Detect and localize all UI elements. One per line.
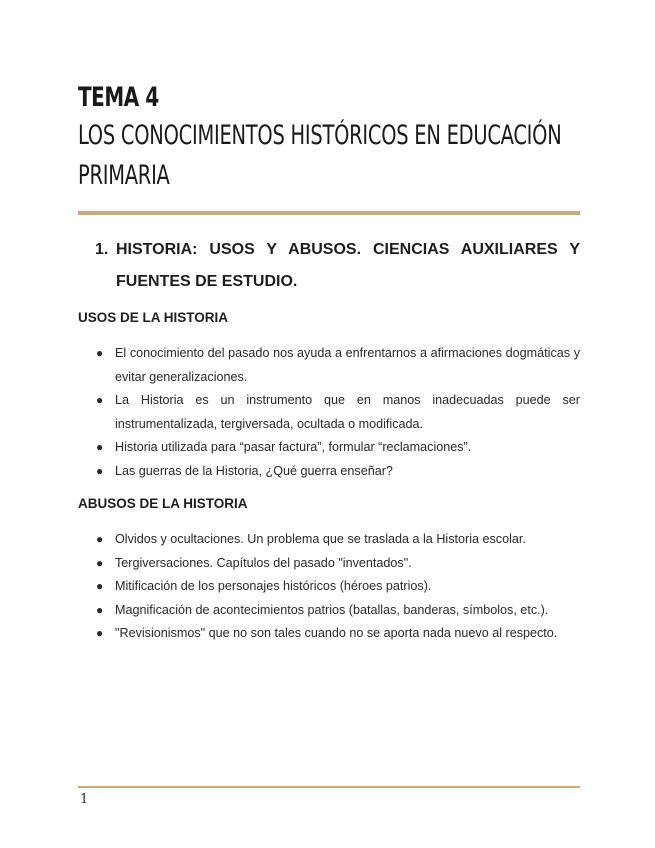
bullet-icon: ● — [96, 579, 104, 593]
section-heading — [95, 234, 580, 298]
bullet-icon: ● — [96, 463, 104, 478]
abusos-list — [78, 528, 580, 646]
list-item: ● Mitificación de los personajes históricos (héroes patrios). — [78, 575, 580, 599]
list-item: ● La Historia es un instrumento que en manos inadecuadas puede ser instrumentalizada, tergiversada, ocultada o modificada. — [78, 389, 580, 436]
bullet-icon: ● — [96, 602, 104, 617]
bullet-icon: ● — [96, 346, 104, 360]
list-item: ● Magnificación de acontecimientos patrios (batallas, banderas, símbolos, etc.). — [78, 599, 580, 623]
page-number: 1 — [80, 792, 89, 807]
bullet-icon: ● — [96, 440, 104, 454]
bullet-icon: ● — [96, 626, 104, 640]
bullet-icon: ● — [96, 532, 104, 546]
list-item: ● Tergiversaciones. Capítulos del pasado "inventados". — [78, 552, 580, 576]
bullet-icon: ● — [96, 555, 104, 570]
title-block — [78, 80, 583, 196]
section-number: 1. — [95, 241, 109, 258]
list-item: ● "Revisionismos" que no son tales cuando no se aporta nada nuevo al respecto. — [78, 622, 580, 646]
abusos-heading: ABUSOS DE LA HISTORIA — [78, 496, 248, 511]
usos-list — [78, 342, 580, 483]
document-subtitle: LOS CONOCIMIENTOS HISTÓRICOS EN EDUCACIÓN PRIMARIA — [78, 120, 562, 191]
bullet-icon: ● — [96, 393, 104, 407]
list-item: ● Historia utilizada para “pasar factura”, formular “reclamaciones”. — [78, 436, 580, 460]
title-divider — [78, 211, 580, 215]
list-item: ● Olvidos y ocultaciones. Un problema que se traslada a la Historia escolar. — [78, 528, 580, 552]
list-item: ● El conocimiento del pasado nos ayuda a enfrentarnos a afirmaciones dogmáticas y evitar generalizaciones. — [78, 342, 580, 389]
section-title: HISTORIA: USOS Y ABUSOS. CIENCIAS AUXILIARES Y FUENTES DE ESTUDIO. — [116, 241, 580, 290]
list-item: ● Las guerras de la Historia, ¿Qué guerra enseñar? — [78, 460, 580, 484]
document-title: TEMA 4 — [78, 82, 159, 113]
usos-heading: USOS DE LA HISTORIA — [78, 310, 229, 325]
footer-divider — [78, 786, 580, 788]
